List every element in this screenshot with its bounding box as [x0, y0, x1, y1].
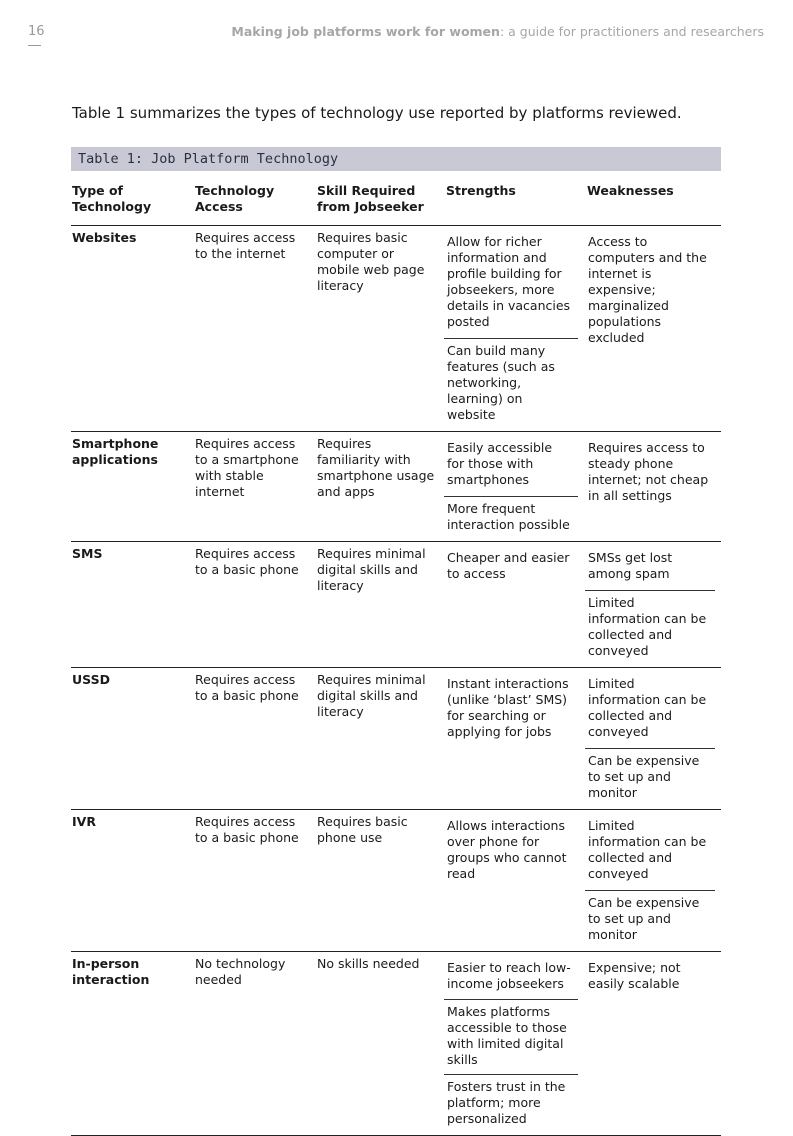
table-caption: Table 1: Job Platform Technology [71, 147, 721, 171]
weaknesse-item: Can be expensive to set up and monitor [585, 748, 715, 805]
weaknesse-item: Requires access to steady phone internet; not cheap in all settings [588, 440, 709, 503]
weaknesses-cell [584, 432, 721, 542]
technology-access-cell: Requires access to a basic phone [194, 810, 316, 952]
column-header-access: Technology Access [194, 180, 316, 226]
strength-item: Allows interactions over phone for groups who cannot read [447, 818, 567, 881]
skill-required-cell: Requires familiarity with smartphone usage and apps [316, 432, 443, 542]
technology-access-cell: Requires access to the internet [194, 226, 316, 432]
weaknesses-cell [584, 542, 721, 668]
skill-required-cell: Requires basic phone use [316, 810, 443, 952]
table-row-in-person-interaction [71, 952, 721, 1136]
weaknesses-cell [584, 810, 721, 952]
strength-item: Allow for richer information and profile building for jobseekers, more details in vacancies posted [447, 234, 571, 329]
column-header-weaknesses: Weaknesses [584, 180, 721, 226]
column-header-strengths: Strengths [443, 180, 584, 226]
table-body [71, 226, 721, 1136]
skill-required-cell: Requires minimal digital skills and literacy [316, 542, 443, 668]
weaknesse-item: SMSs get lost among spam [588, 550, 673, 581]
page-number: 16 [28, 24, 45, 39]
weaknesse-item: Limited information can be collected and conveyed [585, 590, 715, 663]
skill-required-cell: Requires basic computer or mobile web page literacy [316, 226, 443, 432]
technology-access-cell: Requires access to a basic phone [194, 542, 316, 668]
technology-table [71, 180, 721, 1136]
weaknesse-item: Limited information can be collected and conveyed [588, 818, 707, 881]
strength-item: More frequent interaction possible [444, 496, 578, 537]
page-number-rule [28, 45, 41, 46]
technology-type-cell: IVR [71, 810, 194, 952]
strengths-cell [443, 810, 584, 952]
strengths-cell [443, 668, 584, 810]
strengths-cell [443, 226, 584, 432]
running-header-subtitle: : a guide for practitioners and researchers [499, 24, 764, 39]
strength-item: Instant interactions (unlike ‘blast’ SMS) for searching or applying for jobs [447, 676, 569, 739]
strength-item: Makes platforms accessible to those with limited digital skills [444, 999, 578, 1075]
skill-required-cell: Requires minimal digital skills and literacy [316, 668, 443, 810]
weaknesses-cell [584, 952, 721, 1136]
strengths-cell [443, 432, 584, 542]
strength-item: Fosters trust in the platform; more personalized [444, 1074, 578, 1131]
technology-type-cell: Websites [71, 226, 194, 432]
strengths-cell [443, 542, 584, 668]
column-header-type: Type of Technology [71, 180, 194, 226]
skill-required-cell: No skills needed [316, 952, 443, 1136]
technology-access-cell: No technology needed [194, 952, 316, 1136]
weaknesses-cell [584, 668, 721, 810]
table-row-websites [71, 226, 721, 432]
strength-item: Can build many features (such as networking, learning) on website [444, 338, 578, 427]
table-header-row [71, 180, 721, 226]
table-row-sms [71, 542, 721, 668]
technology-access-cell: Requires access to a smartphone with stable internet [194, 432, 316, 542]
technology-type-cell: SMS [71, 542, 194, 668]
technology-type-cell: USSD [71, 668, 194, 810]
table-row-smartphone-applications [71, 432, 721, 542]
technology-access-cell: Requires access to a basic phone [194, 668, 316, 810]
technology-type-cell: Smartphone applications [71, 432, 194, 542]
weaknesse-item: Limited information can be collected and conveyed [588, 676, 707, 739]
strength-item: Cheaper and easier to access [447, 550, 570, 581]
weaknesse-item: Access to computers and the internet is expensive; marginalized populations excluded [588, 234, 707, 345]
weaknesses-cell [584, 226, 721, 432]
weaknesse-item: Expensive; not easily scalable [588, 960, 681, 991]
strength-item: Easily accessible for those with smartphones [447, 440, 553, 487]
weaknesse-item: Can be expensive to set up and monitor [585, 890, 715, 947]
running-header [231, 24, 764, 39]
technology-type-cell: In-person interaction [71, 952, 194, 1136]
running-header-title: Making job platforms work for women [231, 24, 500, 39]
table-row-ivr [71, 810, 721, 952]
table-row-ussd [71, 668, 721, 810]
strength-item: Easier to reach low-income jobseekers [447, 960, 571, 991]
intro-paragraph: Table 1 summarizes the types of technology use reported by platforms reviewed. [72, 104, 682, 122]
strengths-cell [443, 952, 584, 1136]
column-header-skill: Skill Required from Jobseeker [316, 180, 443, 226]
